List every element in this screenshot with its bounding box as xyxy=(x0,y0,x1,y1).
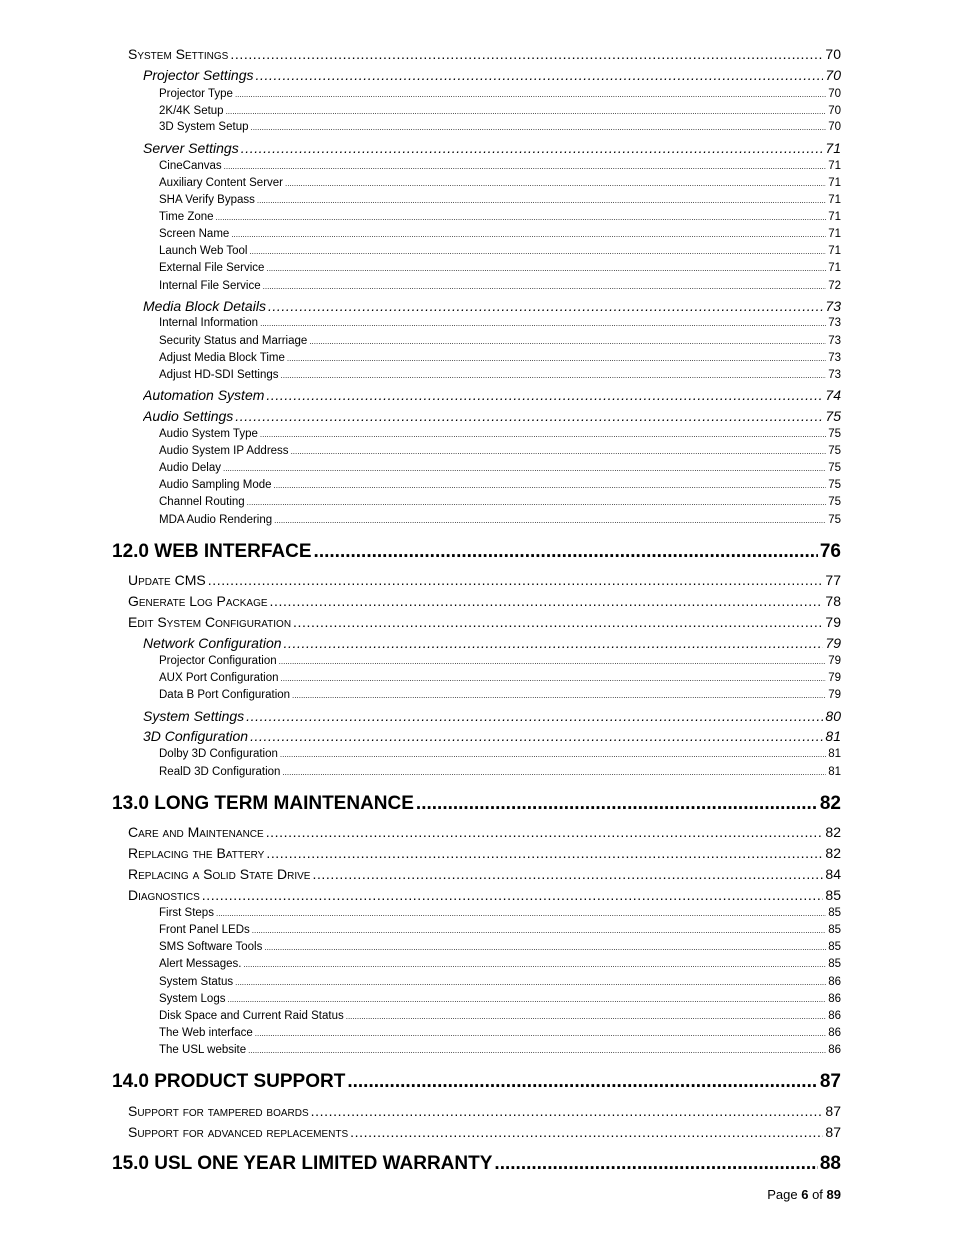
toc-entry-page-number: 75 xyxy=(828,445,841,457)
toc-entry-level-2[interactable] xyxy=(128,1124,841,1142)
toc-entry-level-2[interactable] xyxy=(128,572,841,590)
dot-leader xyxy=(282,768,826,777)
dot-leader xyxy=(314,541,818,563)
toc-entry-level-4[interactable] xyxy=(159,262,841,277)
toc-entry-page-number: 73 xyxy=(828,317,841,329)
toc-entry-page-number: 75 xyxy=(828,462,841,474)
dot-leader xyxy=(231,230,826,239)
toc-entry-title: Disk Space and Current Raid Status xyxy=(159,1010,344,1022)
dot-leader xyxy=(235,408,823,424)
toc-entry-page-number: 71 xyxy=(828,177,841,189)
toc-entry-page-number: 71 xyxy=(828,245,841,257)
toc-entry-level-3[interactable] xyxy=(143,635,841,653)
toc-entry-title: Care and Maintenance xyxy=(128,824,264,840)
toc-entry-title: SHA Verify Bypass xyxy=(159,194,255,206)
toc-entry-title: Alert Messages. xyxy=(159,958,242,970)
toc-entry-page-number: 86 xyxy=(828,993,841,1005)
toc-entry-level-2[interactable] xyxy=(128,845,841,863)
toc-entry-title: System Settings xyxy=(143,708,245,724)
toc-entry-page-number: 78 xyxy=(825,593,841,609)
toc-entry-title: External File Service xyxy=(159,262,265,274)
toc-entry-page-number: 82 xyxy=(825,845,841,861)
toc-entry-page-number: 79 xyxy=(828,672,841,684)
dot-leader xyxy=(266,824,824,840)
toc-entry-title: Replacing the Battery xyxy=(128,845,265,861)
total-pages: 89 xyxy=(826,1187,841,1202)
toc-entry-level-4[interactable] xyxy=(159,1044,841,1059)
dot-leader xyxy=(293,614,823,630)
toc-entry-page-number: 75 xyxy=(828,428,841,440)
toc-entry-title: 3D Configuration xyxy=(143,728,249,744)
dot-leader xyxy=(284,635,824,651)
toc-entry-title: 13.0 LONG TERM MAINTENANCE xyxy=(112,793,414,814)
toc-entry-level-4[interactable] xyxy=(159,428,841,443)
dot-leader xyxy=(281,371,827,380)
dot-leader xyxy=(260,430,826,439)
current-page-number: 6 xyxy=(801,1187,809,1202)
toc-entry-level-4[interactable] xyxy=(159,655,841,670)
dot-leader xyxy=(291,447,827,456)
dot-leader xyxy=(346,1012,826,1021)
toc-entry-page-number: 79 xyxy=(828,655,841,667)
toc-entry-level-4[interactable] xyxy=(159,105,841,120)
page-footer xyxy=(767,1187,841,1202)
toc-entry-level-2[interactable] xyxy=(128,866,841,884)
toc-entry-level-3[interactable] xyxy=(143,140,841,158)
toc-entry-title: Update CMS xyxy=(128,572,206,588)
toc-entry-page-number: 87 xyxy=(825,1124,841,1140)
dot-leader xyxy=(248,1046,826,1055)
toc-entry-level-3[interactable] xyxy=(143,298,841,316)
dot-leader xyxy=(264,943,826,952)
toc-entry-page-number: 82 xyxy=(819,793,841,814)
toc-entry-level-4[interactable] xyxy=(159,211,841,226)
dot-leader xyxy=(250,728,823,744)
toc-entry-level-4[interactable] xyxy=(159,907,841,922)
toc-entry-page-number: 86 xyxy=(828,1027,841,1039)
toc-entry-level-4[interactable] xyxy=(159,672,841,687)
dot-leader xyxy=(274,481,827,490)
toc-entry-level-2[interactable] xyxy=(128,887,841,905)
toc-entry-page-number: 86 xyxy=(828,1044,841,1056)
dot-leader xyxy=(257,196,826,205)
toc-entry-title: Auxiliary Content Server xyxy=(159,177,283,189)
dot-leader xyxy=(280,750,826,759)
dot-leader xyxy=(416,793,818,815)
toc-entry-level-2[interactable] xyxy=(128,824,841,842)
toc-entry-level-1[interactable] xyxy=(112,541,841,565)
toc-entry-title: Internal File Service xyxy=(159,280,261,292)
of-label: of xyxy=(812,1187,823,1202)
toc-entry-title: Front Panel LEDs xyxy=(159,924,250,936)
toc-entry-page-number: 73 xyxy=(828,352,841,364)
toc-entry-title: Audio Settings xyxy=(143,408,234,424)
toc-entry-page-number: 88 xyxy=(819,1153,841,1174)
toc-entry-title: Adjust HD-SDI Settings xyxy=(159,369,279,381)
toc-entry-level-1[interactable] xyxy=(112,1071,841,1095)
toc-entry-title: System Settings xyxy=(128,46,229,62)
toc-entry-page-number: 73 xyxy=(828,369,841,381)
toc-entry-page-number: 79 xyxy=(828,689,841,701)
toc-entry-title: Projector Type xyxy=(159,88,233,100)
toc-entry-title: 15.0 USL ONE YEAR LIMITED WARRANTY xyxy=(112,1153,493,1174)
toc-entry-title: Audio Delay xyxy=(159,462,222,474)
dot-leader xyxy=(223,464,826,473)
toc-entry-title: Launch Web Tool xyxy=(159,245,248,257)
toc-entry-page-number: 70 xyxy=(828,88,841,100)
toc-entry-page-number: 75 xyxy=(825,408,841,424)
toc-entry-level-4[interactable] xyxy=(159,280,841,295)
dot-leader xyxy=(227,995,826,1004)
toc-entry-title: 3D System Setup xyxy=(159,121,249,133)
toc-entry-title: Automation System xyxy=(143,387,265,403)
dot-leader xyxy=(494,1153,817,1175)
dot-leader xyxy=(281,674,827,683)
toc-entry-level-2[interactable] xyxy=(128,614,841,632)
toc-entry-title: Internal Information xyxy=(159,317,259,329)
toc-entry-page-number: 79 xyxy=(825,614,841,630)
dot-leader xyxy=(266,387,823,403)
toc-entry-level-3[interactable] xyxy=(143,387,841,405)
toc-entry-page-number: 75 xyxy=(828,496,841,508)
toc-entry-level-1[interactable] xyxy=(112,1153,841,1177)
toc-entry-level-4[interactable] xyxy=(159,245,841,260)
toc-entry-title: Support for advanced replacements xyxy=(128,1124,349,1140)
dot-leader xyxy=(202,887,824,903)
toc-entry-title: Audio System Type xyxy=(159,428,258,440)
dot-leader xyxy=(230,46,823,62)
dot-leader xyxy=(208,572,824,588)
toc-entry-title: Network Configuration xyxy=(143,635,282,651)
toc-entry-level-4[interactable] xyxy=(159,1027,841,1042)
toc-entry-title: Dolby 3D Configuration xyxy=(159,748,278,760)
dot-leader xyxy=(347,1071,818,1093)
dot-leader xyxy=(287,354,826,363)
toc-entry-title: MDA Audio Rendering xyxy=(159,514,273,526)
toc-entry-page-number: 87 xyxy=(819,1071,841,1092)
toc-entry-page-number: 71 xyxy=(828,194,841,206)
dot-leader xyxy=(260,319,826,328)
dot-leader xyxy=(243,960,826,969)
toc-entry-title: Data B Port Configuration xyxy=(159,689,291,701)
toc-entry-level-4[interactable] xyxy=(159,941,841,956)
toc-entry-title: First Steps xyxy=(159,907,214,919)
dot-leader xyxy=(285,179,826,188)
toc-entry-title: Media Block Details xyxy=(143,298,266,314)
toc-entry-level-4[interactable] xyxy=(159,496,841,511)
toc-entry-page-number: 85 xyxy=(825,887,841,903)
dot-leader xyxy=(311,1103,824,1119)
toc-entry-page-number: 75 xyxy=(828,514,841,526)
dot-leader xyxy=(292,691,826,700)
toc-entry-level-4[interactable] xyxy=(159,993,841,1008)
toc-entry-page-number: 73 xyxy=(828,335,841,347)
toc-entry-level-4[interactable] xyxy=(159,352,841,367)
dot-leader xyxy=(216,213,827,222)
page-label: Page xyxy=(767,1187,798,1202)
toc-entry-page-number: 75 xyxy=(828,479,841,491)
dot-leader xyxy=(226,107,827,116)
dot-leader xyxy=(263,282,827,291)
toc-entry-title: Time Zone xyxy=(159,211,214,223)
toc-entry-page-number: 86 xyxy=(828,1010,841,1022)
toc-entry-page-number: 72 xyxy=(828,280,841,292)
toc-entry-page-number: 81 xyxy=(825,728,841,744)
toc-entry-level-4[interactable] xyxy=(159,335,841,350)
toc-entry-title: AUX Port Configuration xyxy=(159,672,279,684)
toc-entry-page-number: 73 xyxy=(825,298,841,314)
toc-entry-title: Server Settings xyxy=(143,140,239,156)
toc-entry-level-4[interactable] xyxy=(159,160,841,175)
toc-entry-page-number: 71 xyxy=(828,211,841,223)
toc-entry-title: Edit System Configuration xyxy=(128,614,292,630)
dot-leader xyxy=(268,298,823,314)
toc-entry-title: Audio Sampling Mode xyxy=(159,479,272,491)
toc-entry-title: Projector Settings xyxy=(143,67,254,83)
dot-leader xyxy=(270,593,824,609)
toc-entry-page-number: 71 xyxy=(828,160,841,172)
toc-entry-level-4[interactable] xyxy=(159,121,841,136)
dot-leader xyxy=(235,90,826,99)
toc-entry-title: Replacing a Solid State Drive xyxy=(128,866,311,882)
toc-entry-page-number: 82 xyxy=(825,824,841,840)
toc-entry-title: CineCanvas xyxy=(159,160,222,172)
toc-entry-level-4[interactable] xyxy=(159,194,841,209)
dot-leader xyxy=(216,909,826,918)
toc-entry-page-number: 85 xyxy=(828,941,841,953)
toc-entry-title: System Status xyxy=(159,976,234,988)
toc-entry-title: Generate Log Package xyxy=(128,593,268,609)
toc-entry-level-4[interactable] xyxy=(159,317,841,332)
dot-leader xyxy=(274,516,826,525)
toc-entry-title: 2K/4K Setup xyxy=(159,105,224,117)
toc-entry-page-number: 70 xyxy=(828,121,841,133)
dot-leader xyxy=(312,866,823,882)
dot-leader xyxy=(266,845,823,861)
toc-entry-title: Adjust Media Block Time xyxy=(159,352,285,364)
toc-entry-level-2[interactable] xyxy=(128,593,841,611)
toc-entry-page-number: 87 xyxy=(825,1103,841,1119)
toc-entry-page-number: 81 xyxy=(828,766,841,778)
toc-entry-level-4[interactable] xyxy=(159,924,841,939)
toc-entry-page-number: 85 xyxy=(828,907,841,919)
toc-entry-title: Diagnostics xyxy=(128,887,200,903)
toc-entry-title: System Logs xyxy=(159,993,226,1005)
toc-entry-page-number: 77 xyxy=(825,572,841,588)
toc-entry-page-number: 74 xyxy=(825,387,841,403)
dot-leader xyxy=(235,978,826,987)
toc-entry-page-number: 81 xyxy=(828,748,841,760)
toc-entry-level-4[interactable] xyxy=(159,228,841,243)
toc-entry-page-number: 70 xyxy=(825,67,841,83)
toc-entry-level-4[interactable] xyxy=(159,462,841,477)
toc-entry-level-3[interactable] xyxy=(143,708,841,726)
toc-entry-title: Projector Configuration xyxy=(159,655,277,667)
toc-entry-level-4[interactable] xyxy=(159,958,841,973)
toc-entry-level-4[interactable] xyxy=(159,689,841,704)
toc-entry-level-2[interactable] xyxy=(128,1103,841,1121)
toc-entry-level-4[interactable] xyxy=(159,1010,841,1025)
toc-entry-level-4[interactable] xyxy=(159,766,841,781)
toc-entry-level-3[interactable] xyxy=(143,408,841,426)
toc-entry-level-3[interactable] xyxy=(143,728,841,746)
toc-entry-title: Audio System IP Address xyxy=(159,445,289,457)
toc-entry-title: The Web interface xyxy=(159,1027,253,1039)
toc-entry-title: 12.0 WEB INTERFACE xyxy=(112,541,312,562)
dot-leader xyxy=(266,264,826,273)
toc-entry-title: RealD 3D Configuration xyxy=(159,766,281,778)
dot-leader xyxy=(224,162,827,171)
dot-leader xyxy=(309,337,826,346)
toc-entry-page-number: 80 xyxy=(825,708,841,724)
toc-entry-title: The USL website xyxy=(159,1044,247,1056)
toc-entry-level-4[interactable] xyxy=(159,514,841,529)
toc-entry-level-2[interactable] xyxy=(128,46,841,64)
toc-entry-title: 14.0 PRODUCT SUPPORT xyxy=(112,1071,346,1092)
dot-leader xyxy=(241,140,824,156)
toc-entry-level-4[interactable] xyxy=(159,445,841,460)
dot-leader xyxy=(250,123,826,132)
toc-entry-page-number: 79 xyxy=(825,635,841,651)
toc-entry-page-number: 85 xyxy=(828,958,841,970)
toc-entry-title: Support for tampered boards xyxy=(128,1103,309,1119)
toc-entry-level-1[interactable] xyxy=(112,793,841,817)
toc-entry-level-4[interactable] xyxy=(159,369,841,384)
toc-entry-page-number: 71 xyxy=(825,140,841,156)
dot-leader xyxy=(255,1029,826,1038)
toc-entry-level-3[interactable] xyxy=(143,67,841,85)
toc-entry-page-number: 70 xyxy=(825,46,841,62)
toc-entry-title: SMS Software Tools xyxy=(159,941,263,953)
toc-entry-page-number: 71 xyxy=(828,262,841,274)
toc-entry-level-4[interactable] xyxy=(159,177,841,192)
toc-entry-page-number: 86 xyxy=(828,976,841,988)
dot-leader xyxy=(256,67,824,83)
toc-entry-page-number: 71 xyxy=(828,228,841,240)
toc-entry-level-4[interactable] xyxy=(159,976,841,991)
toc-entry-page-number: 84 xyxy=(825,866,841,882)
toc-entry-title: Screen Name xyxy=(159,228,230,240)
toc-entry-page-number: 85 xyxy=(828,924,841,936)
toc-entry-level-4[interactable] xyxy=(159,748,841,763)
dot-leader xyxy=(246,708,823,724)
toc-entry-title: Security Status and Marriage xyxy=(159,335,308,347)
dot-leader xyxy=(249,247,826,256)
toc-entry-page-number: 76 xyxy=(819,541,841,562)
dot-leader xyxy=(252,926,826,935)
toc-entry-level-4[interactable] xyxy=(159,479,841,494)
toc-entry-level-4[interactable] xyxy=(159,88,841,103)
toc-entry-title: Channel Routing xyxy=(159,496,245,508)
dot-leader xyxy=(350,1124,823,1140)
dot-leader xyxy=(247,498,827,507)
dot-leader xyxy=(279,657,827,666)
toc-entry-page-number: 70 xyxy=(828,105,841,117)
